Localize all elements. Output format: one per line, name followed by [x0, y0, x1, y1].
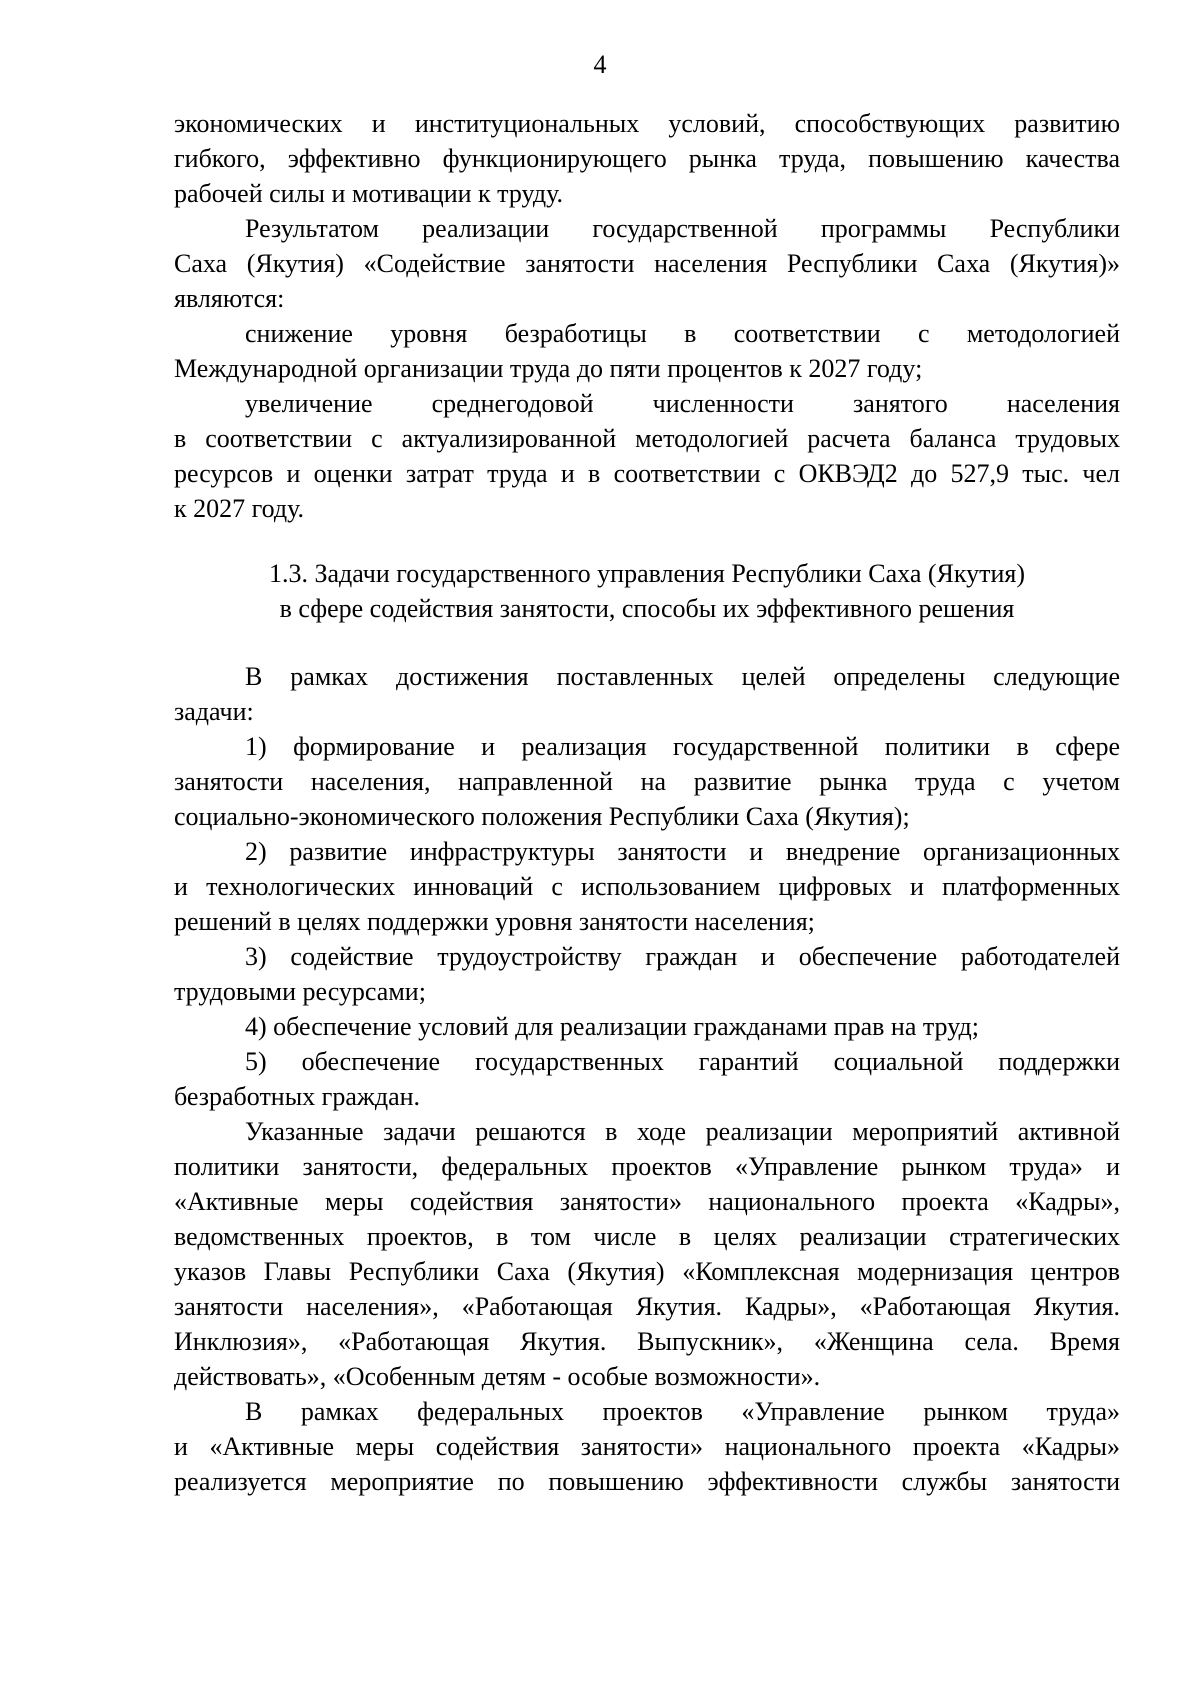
text-line: ведомственных проектов, в том числе в целях реализации стратегических — [174, 1222, 1120, 1251]
text-line: В рамках федеральных проектов «Управление рынком труда» — [245, 1397, 1120, 1426]
list-item: 2) развитие инфраструктуры занятости и внедрение организационных — [245, 837, 1120, 866]
text-line: трудовыми ресурсами; — [174, 977, 426, 1006]
list-item: 3) содействие трудоустройству граждан и обеспечение работодателей — [245, 942, 1120, 971]
text-line: действовать», «Особенным детям - особые возможности». — [174, 1362, 821, 1391]
text-line: Международной организации труда до пяти процентов к 2027 году; — [174, 354, 923, 383]
text-line: и технологических инноваций с использованием цифровых и платформенных — [174, 872, 1120, 901]
text-line: социально-экономического положения Республики Саха (Якутия); — [174, 802, 910, 831]
text-line: к 2027 году. — [174, 494, 305, 523]
text-line: и «Активные меры содействия занятости» национального проекта «Кадры» — [174, 1432, 1120, 1461]
list-item: 4) обеспечение условий для реализации гражданами прав на труд; — [245, 1012, 980, 1041]
text-line: занятости населения», «Работающая Якутия. Кадры», «Работающая Якутия. — [174, 1292, 1120, 1321]
text-line: Саха (Якутия) «Содействие занятости населения Республики Саха (Якутия)» — [174, 249, 1120, 278]
text-line: решений в целях поддержки уровня занятости населения; — [174, 907, 815, 936]
text-line: являются: — [174, 284, 285, 313]
text-line: ресурсов и оценки затрат труда и в соответствии с ОКВЭД2 до 527,9 тыс. чел — [174, 459, 1120, 488]
list-item: 1) формирование и реализация государственной политики в сфере — [245, 732, 1120, 761]
text-line: безработных граждан. — [174, 1082, 421, 1111]
text-line: Результатом реализации государственной программы Республики — [245, 214, 1120, 243]
text-line: снижение уровня безработицы в соответствии с методологией — [245, 319, 1120, 348]
text-line: политики занятости, федеральных проектов «Управление рынком труда» и — [174, 1152, 1120, 1181]
text-line: рабочей силы и мотивации к труду. — [174, 179, 563, 208]
text-line: гибкого, эффективно функционирующего рынка труда, повышению качества — [174, 144, 1120, 173]
text-line: задачи: — [174, 697, 254, 726]
list-item: 5) обеспечение государственных гарантий социальной поддержки — [245, 1047, 1120, 1076]
text-line: экономических и институциональных условий, способствующих развитию — [174, 109, 1120, 138]
section-heading: 1.3. Задачи государственного управления Республики Саха (Якутия) — [268, 559, 1026, 588]
section-heading: в сфере содействия занятости, способы их эффективного решения — [279, 594, 1015, 623]
text-line: «Активные меры содействия занятости» национального проекта «Кадры», — [174, 1187, 1120, 1216]
text-line: увеличение среднегодовой численности занятого населения — [245, 389, 1120, 418]
page-number: 4 — [593, 50, 607, 79]
text-line: в соответствии с актуализированной методологией расчета баланса трудовых — [174, 424, 1120, 453]
text-line: Инклюзия», «Работающая Якутия. Выпускник», «Женщина села. Время — [174, 1327, 1120, 1356]
text-line: В рамках достижения поставленных целей определены следующие — [245, 662, 1120, 691]
text-line: Указанные задачи решаются в ходе реализации мероприятий активной — [245, 1117, 1120, 1146]
text-line: занятости населения, направленной на развитие рынка труда с учетом — [174, 767, 1120, 796]
text-line: реализуется мероприятие по повышению эффективности службы занятости — [174, 1467, 1120, 1496]
text-line: указов Главы Республики Саха (Якутия) «Комплексная модернизация центров — [174, 1257, 1120, 1286]
